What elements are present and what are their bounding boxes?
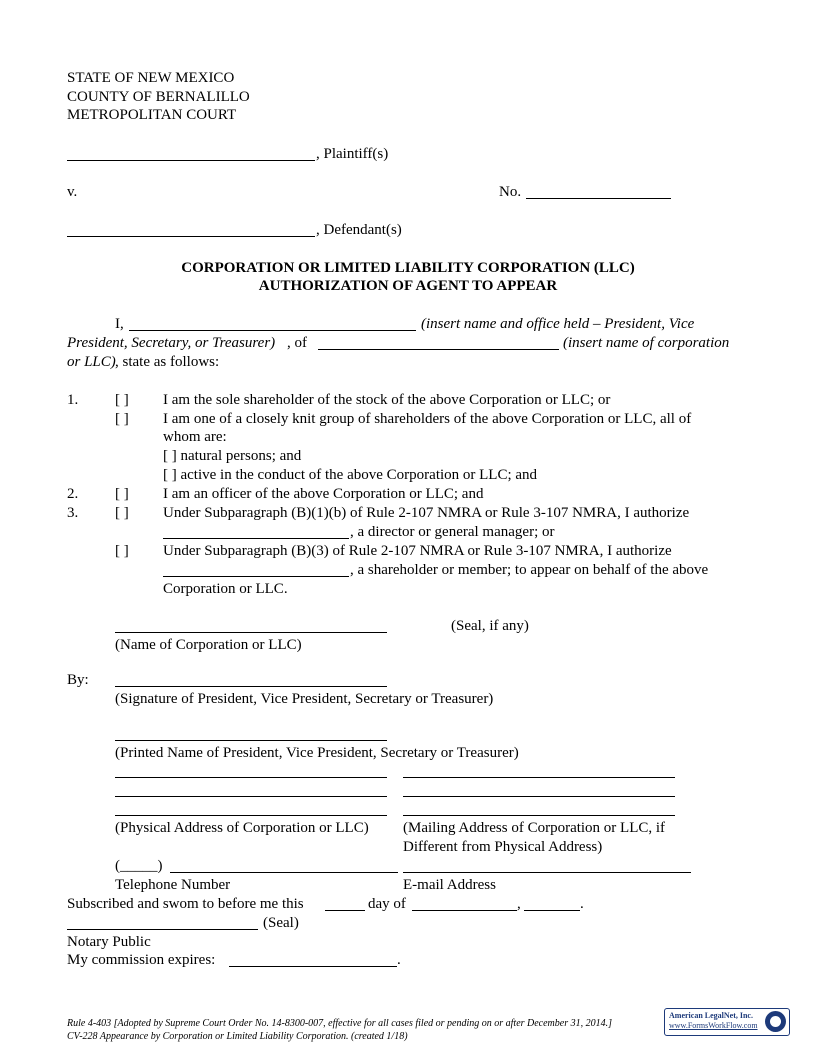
corp-name-caption: (Name of Corporation or LLC) xyxy=(115,637,302,653)
commission-expires-field[interactable] xyxy=(229,966,397,967)
director-name-field[interactable] xyxy=(163,538,349,539)
plaintiff-label: , Plaintiff(s) xyxy=(316,146,389,162)
footer-rule: Rule 4-403 [Adopted by Supreme Court Order No. 14-8300-007, effective for all cases filed or pending on or after December 31, 2014.] xyxy=(67,1018,613,1029)
american-legalnet-logo[interactable] xyxy=(664,1008,790,1036)
document-title-line2: AUTHORIZATION OF AGENT TO APPEAR xyxy=(258,278,558,294)
shareholder-name-field[interactable] xyxy=(163,576,349,577)
mailing-address-caption: (Mailing Address of Corporation or LLC, if xyxy=(403,820,666,836)
intro-i: I, xyxy=(115,316,124,332)
notary-seal-label: (Seal) xyxy=(263,915,299,931)
commission-period: . xyxy=(397,952,401,968)
seal-label: (Seal, if any) xyxy=(451,618,529,634)
case-number-field[interactable] xyxy=(526,198,671,199)
mailing-address-line-3[interactable] xyxy=(403,815,675,816)
defendant-label: , Defendant(s) xyxy=(316,222,402,238)
sworn-year-field[interactable] xyxy=(524,910,580,911)
court-state: STATE OF NEW MEXICO xyxy=(67,70,235,86)
mailing-address-line-1[interactable] xyxy=(403,777,675,778)
day-of-label: day of xyxy=(368,896,406,912)
sworn-day-field[interactable] xyxy=(325,910,365,911)
sworn-month-field[interactable] xyxy=(412,910,517,911)
intro-state: , state as follows: xyxy=(115,354,220,370)
area-code-field[interactable]: (_____) xyxy=(115,858,163,874)
director-authorize-text-cont: , a director or general manager; or xyxy=(350,524,555,540)
sworn-text: Subscribed and swom to before me this xyxy=(67,896,304,912)
checkbox-sole-shareholder[interactable]: [ ] xyxy=(115,392,129,408)
officer-name-field[interactable] xyxy=(129,330,416,331)
closely-knit-group-text-cont: whom are: xyxy=(163,429,227,445)
notary-signature-field[interactable] xyxy=(67,929,258,930)
document-title-line1: CORPORATION OR LIMITED LIABILITY CORPORATION (LLC) xyxy=(181,260,635,276)
case-number-label: No. xyxy=(499,184,522,200)
email-caption: E-mail Address xyxy=(403,877,496,893)
signature-caption: (Signature of President, Vice President, Secretary or Treasurer) xyxy=(115,691,494,707)
checkbox-director-authorize[interactable]: [ ] xyxy=(115,505,129,521)
insert-corp-instruction: (insert name of corporation xyxy=(563,335,730,351)
notary-public-label: Notary Public xyxy=(67,934,151,950)
shareholder-authorize-text-cont: , a shareholder or member; to appear on behalf of the above xyxy=(350,562,709,578)
sole-shareholder-text: I am the sole shareholder of the stock of the above Corporation or LLC; or xyxy=(163,392,611,408)
defendant-field[interactable] xyxy=(67,236,315,237)
physical-address-line-1[interactable] xyxy=(115,777,387,778)
plaintiff-field[interactable] xyxy=(67,160,315,161)
sworn-period: . xyxy=(580,896,584,912)
closely-knit-group-text: I am one of a closely knit group of shareholders of the above Corporation or LLC, all of xyxy=(163,411,692,427)
court-name: METROPOLITAN COURT xyxy=(67,107,237,123)
checkbox-active-in-conduct[interactable]: [ ] active in the conduct of the above Corporation or LLC; and xyxy=(163,467,538,483)
insert-corp-instruction-cont: or LLC) xyxy=(67,354,116,370)
email-field[interactable] xyxy=(403,872,691,873)
mailing-address-line-2[interactable] xyxy=(403,796,675,797)
physical-address-line-2[interactable] xyxy=(115,796,387,797)
checkbox-shareholder-authorize[interactable]: [ ] xyxy=(115,543,129,559)
corporation-name-field[interactable] xyxy=(318,349,559,350)
telephone-field[interactable] xyxy=(170,872,398,873)
sworn-comma: , xyxy=(517,896,521,912)
checkbox-officer[interactable]: [ ] xyxy=(115,486,129,502)
item-number-3: 3. xyxy=(67,505,79,521)
court-county: COUNTY OF BERNALILLO xyxy=(67,89,250,105)
logo-website[interactable]: www.FormsWorkFlow.com xyxy=(669,1021,758,1030)
insert-name-instruction-cont: President, Secretary, or Treasurer) xyxy=(67,335,276,351)
item-number-2: 2. xyxy=(67,486,79,502)
mailing-address-caption-cont: Different from Physical Address) xyxy=(403,839,603,855)
director-authorize-text: Under Subparagraph (B)(1)(b) of Rule 2-107 NMRA or Rule 3-107 NMRA, I authorize xyxy=(163,505,690,521)
physical-address-caption: (Physical Address of Corporation or LLC) xyxy=(115,820,369,836)
checkbox-closely-knit-group[interactable]: [ ] xyxy=(115,411,129,427)
signature-field[interactable] xyxy=(115,686,387,687)
commission-label: My commission expires: xyxy=(67,952,216,968)
by-label: By: xyxy=(67,672,89,688)
globe-icon xyxy=(765,1011,786,1032)
checkbox-natural-persons[interactable]: [ ] natural persons; and xyxy=(163,448,302,464)
logo-company-name: American LegalNet, Inc. xyxy=(669,1011,753,1020)
shareholder-authorize-text: Under Subparagraph (B)(3) of Rule 2-107 NMRA or Rule 3-107 NMRA, I authorize xyxy=(163,543,672,559)
physical-address-line-3[interactable] xyxy=(115,815,387,816)
versus-label: v. xyxy=(67,184,78,200)
printed-name-field[interactable] xyxy=(115,740,387,741)
intro-of: , of xyxy=(287,335,307,351)
insert-name-instruction: (insert name and office held – President, Vice xyxy=(421,316,695,332)
shareholder-authorize-text-end: Corporation or LLC. xyxy=(163,581,288,597)
telephone-caption: Telephone Number xyxy=(115,877,231,893)
officer-text: I am an officer of the above Corporation or LLC; and xyxy=(163,486,484,502)
printed-name-caption: (Printed Name of President, Vice President, Secretary or Treasurer) xyxy=(115,745,519,761)
footer-form-id: CV-228 Appearance by Corporation or Limited Liability Corporation. (created 1/18) xyxy=(67,1031,408,1042)
corp-name-signature-field[interactable] xyxy=(115,632,387,633)
item-number-1: 1. xyxy=(67,392,79,408)
